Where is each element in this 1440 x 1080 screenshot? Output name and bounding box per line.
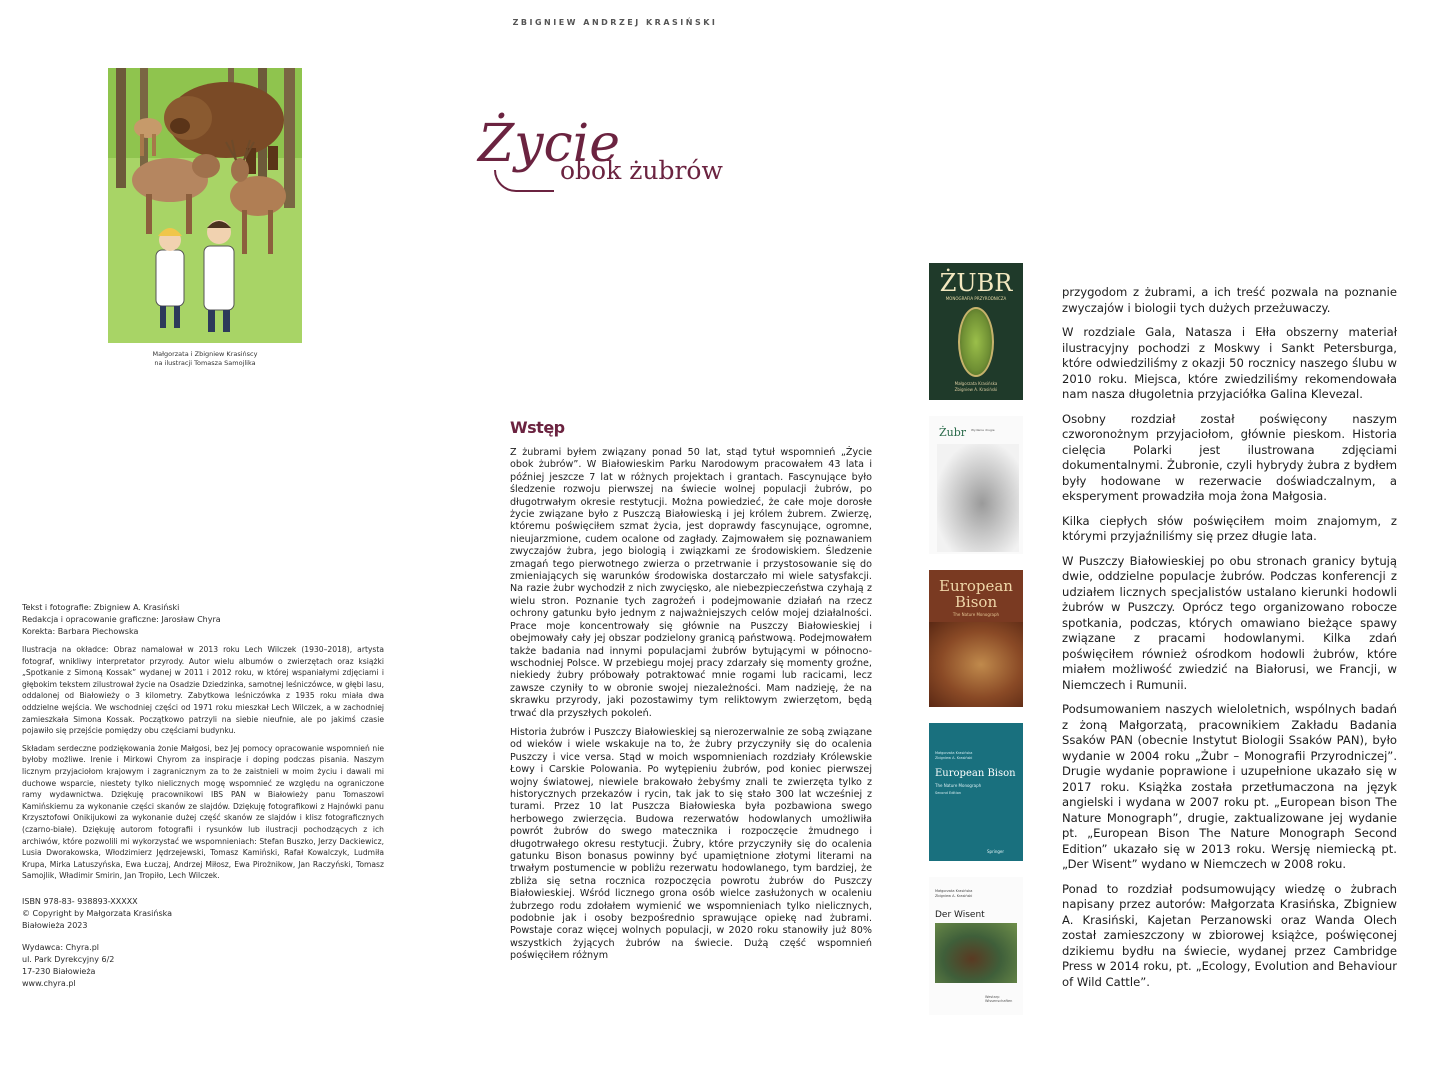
book-cover-zubr-monografia (929, 263, 1023, 400)
cover-title: European Bison (939, 577, 1013, 611)
publisher-name: Wydawca: Chyra.pl (22, 942, 99, 952)
cover-authors (935, 751, 972, 761)
cover-subtitle: The Nature Monograph (952, 612, 1000, 617)
book-title (478, 110, 738, 200)
right-column (1062, 285, 1397, 999)
right-paragraph-3: Osobny rozdział został poświęcony naszym czworonożnym przyjaciołom, głównie pieskom. Historia cielęcia Polarki jest ilustrowana zdjęciami dokumentalnymi. Żubronie, czyli hybrydy żubra z bydłem były hodowane w rezerwacie doświadczalnym, a eksperyment prowadziła moja żona Małgosia. (1062, 411, 1397, 503)
caption-line-2: na ilustracji Tomasza Samojlika (154, 359, 256, 367)
cover-subtitle: The Nature Monograph (935, 783, 982, 788)
cover-subtitle: MONOGRAFIA PRZYRODNICZA (945, 296, 1007, 301)
cover-title: European Bison (935, 768, 1016, 779)
intro-heading: Wstęp (510, 418, 565, 437)
right-paragraph-6: Podsumowaniem naszych wieloletnich, wspólnych badań z żoną Małgorzatą, pracownikiem Zakładu Badania Ssaków PAN (obecnie Instytut Biologii Ssaków PAN), było wydanie w 2004 roku „Żubr – Monografii Przyrodniczej”. Drugie wydanie poprawione i uzupełnione ukazało się w 2017 roku. Książka została przetłumaczona na język angielski i wydana w 2007 roku pt. „European bison The Nature Monograph”, drugie, zaktualizowane jej wydanie pt. „European Bison The Nature Monograph Second Edition” ukazało się w 2013 roku. Wersję niemiecką pt. „Der Wisent” wydano w Niemczech w 2008 roku. (1062, 702, 1397, 871)
caption-line-1: Małgorzata i Zbigniew Krasińscy (152, 350, 258, 358)
book-cover-der-wisent (929, 877, 1023, 1015)
illustration-caption (108, 350, 302, 368)
cover-edition: Second Edition (935, 791, 962, 795)
book-cover-european-bison-second-edition (929, 723, 1023, 861)
book-cover-european-bison (929, 570, 1023, 707)
credit-text: Tekst i fotografie: Zbigniew A. Krasiński (22, 603, 180, 612)
cover-title: ŻUBR (939, 269, 1013, 297)
credit-proofreading: Korekta: Barbara Piechowska (22, 627, 139, 636)
isbn-block (22, 896, 384, 932)
copyright: © Copyright by Małgorzata Krasińska (22, 908, 173, 918)
cartoon-illustration (108, 68, 302, 343)
cover-author-2: Zbigniew A. Krasiński (935, 756, 973, 760)
cover-publisher: Westarp Wissenschaften (985, 995, 1013, 1003)
cover-bison-oval-image (958, 307, 994, 377)
cover-title: Żubr (939, 426, 967, 439)
right-paragraph-2: W rozdziale Gala, Natasza i Ełła obszerny materiał ilustracyjny pochodzi z Moskwy i Sankt Petersburga, które odwiedziliśmy z okazji 50 rocznicy naszego ślubu w 2010 roku. Miejsca, które zwiedziliśmy rekomendowała nam nasza długoletnia przyjaciółka Galina Klevezal. (1062, 325, 1397, 401)
cover-bison-photo (929, 622, 1023, 707)
publisher-street: ul. Park Dyrekcyjny 6/2 (22, 954, 115, 964)
cover-author-1: Małgorzata Krasińska (935, 751, 973, 755)
cover-author-1: Małgorzata Krasińska (954, 381, 998, 386)
cover-note: Ilustracja na okładce: Obraz namalował w 2013 roku Lech Wilczek (1930–2018), artysta fotograf, wnikliwy interpretator przyrody. Autor wielu albumów o zwierzętach oraz książki „Spotkanie z Simoną Kossak” wydanej w 2011 i 2012 roku, w której wspaniałymi zdjęciami i głębokim tekstem zilustrował życie na Osadzie Dziedzinka, samotnej leśniczówce, w głębi lasu, oddalonej od Białowieży o 3 kilometry. Zabytkowa leśniczówka z 1935 roku miała dwa oddzielne wejścia. We wschodniej części od 1971 roku mieszkał Lech Wilczek, a w zachodniej zamieszkała Simona Kossak. Początkowo patrzyli na siebie nieufnie, ale po jakimś czasie pojawiło się przejście pomiędzy obu częściami budynku. (22, 645, 384, 736)
publisher-website[interactable]: www.chyra.pl (22, 978, 76, 988)
cover-author-1: Małgorzata Krasińska (935, 889, 973, 893)
publisher-city: 17-230 Białowieża (22, 966, 96, 976)
right-paragraph-1: przygodom z żubrami, a ich treść pozwala na poznanie zwyczajów i biologii tych dużych przeżuwaczy. (1062, 285, 1397, 315)
publisher-block (22, 942, 384, 990)
title-rest: obok żubrów (560, 156, 723, 185)
cover-publisher: Springer (987, 849, 1005, 854)
right-paragraph-7: Ponad to rozdział podsumowujący wiedzę o żubrach napisany przez autorów: Małgorzata Krasińska, Zbigniew A. Krasiński, Kajetan Perzanowski oraz Wanda Olech został zamieszczony w zbiorowej książce, poświęconej dzikiemu bydłu na świecie, wydanej przez Cambridge Press w 2014 roku, pt. „Ecology, Evolution and Behaviour of Wild Cattle”. (1062, 881, 1397, 989)
cover-author-2: Zbigniew A. Krasiński (954, 387, 998, 392)
cover-bison-photo (935, 923, 1017, 983)
isbn: ISBN 978-83- 938893-XXXXX (22, 896, 138, 906)
title-first-word: Życie (478, 114, 621, 174)
book-cover-zubr-sketch (929, 416, 1023, 554)
cover-bison-sketch-image (937, 444, 1019, 552)
acknowledgements: Składam serdeczne podziękowania żonie Małgosi, bez Jej pomocy opracowanie wspomnień nie byłoby możliwe. Irenie i Mirkowi Chyrom za inspiracje i doping podczas pisania. Naszym licznym przyjaciołom krajowym i zagranicznym za to że zaistnieli w moim życiu i dawali mi duchowe wsparcie, niestety tylko nielicznych mogę wspomnieć ze względu na ograniczone ramy wydawnictwa. Dziękuję pracownikowi IBS PAN w Białowieży panu Tomaszowi Kamińskiemu za wykonanie części skanów ze slajdów. Dziękuję fotografikowi z Hajnówki panu Krzysztofowi Onikijukowi za wykonanie dużej część skanów ze slajdów i klisz fotograficznych (czarno-białe). Dziękuję autorom fotografii i rysunków lub ilustracji pochodzących z ich archiwów, które pozwolili mi wykorzystać we wspomnieniach: Stefan Buszko, Jerzy Dackiewicz, Lusia Dworakowska, Włodzimierz Jędrzejewski, Tomasz Kamiński, Rafał Kowalczyk, Ludmiła Krupa, Mirka Latuszyńska, Ewa Łuczaj, Andrzej Miłosz, Ewa Pirożnikow, Jan Raczyński, Tomasz Samojlik, Władimir Smirin, Jan Tropiło, Lech Wilczek. (22, 743, 384, 881)
right-paragraph-4: Kilka ciepłych słów poświęciłem moim znajomym, z którymi przyjaźniliśmy się przez długie lata. (1062, 513, 1397, 543)
cover-authors (929, 381, 1023, 393)
intro-paragraph-2: Historia żubrów i Puszczy Białowieskiej są nierozerwalnie ze sobą związane od wieków i wiele wskakuje na to, że żubry przyczyniły się do ocalenia Puszczy i vice versa. Stąd w moich wspomnieniach rozdziały Królewskie Łowy i Carskie Polowania. Po wytępieniu żubrów, pod koniec pierwszej wojny światowej, niewiele brakowało żebyśmy znali te zwierzęta tylko z historycznych przekazów i rycin, tak jak to się stało 300 lat wcześniej z turami. Przez 10 lat Puszcza Białowieska była pozbawiona swego herbowego zwierzęcia. Budowa rezerwatów hodowlanych umożliwiła powrót żubrów do swego matecznika i rozpoczęcie żmudnego i długotrwałego okresu restytucji. Żubry, które przyczyniły się do ocalenia gatunku Bison bonasus powinny być upamiętnione złotymi literami na trwałym postumencie w pobliżu rezerwatu hodowlanego, tym bardziej, że zbliża się setna rocznica rozpoczęcia powrotu żubrów do Puszczy Białowieskiej. Wśród licznego grona osób wielce zasłużonych w ocaleniu żubrzego rodu zdołałem wymienić we wspomnieniach tylko nielicznych, podobnie jak i osoby bezpośrednio sprawujące opiekę nad żubrami. Powstaje coraz więcej wolnych populacji, w 2020 roku stanowiły już 80% wszystkich żyjących żubrów na świecie. Dużą część wspomnień poświęciłem różnym (510, 726, 872, 962)
running-header-author: ZBIGNIEW ANDRZEJ KRASIŃSKI (512, 18, 718, 27)
place-year: Białowieża 2023 (22, 920, 88, 930)
cover-title: Der Wisent (935, 910, 985, 920)
intro-column (510, 447, 872, 970)
cover-author-2: Zbigniew A. Krasiński (935, 894, 973, 898)
cover-authors (935, 889, 972, 899)
credit-editor: Redakcja i opracowanie graficzne: Jarosław Chyra (22, 615, 221, 624)
imprint-column (22, 602, 384, 990)
cover-small-text: Wydanie drugie (971, 428, 995, 432)
right-paragraph-5: W Puszczy Białowieskiej po obu stronach granicy bytują dwie, oddzielne populacje żubrów. Podczas konferencji z udziałem licznych specjalistów ustalano kierunki hodowli żubrów w Puszczy. Oprócz tego organizowano robocze spotkania, podczas, których omawiano bieżące spawy związane z pracami hodowlanymi. Kilka zdań poświęciłem również ośrodkom hodowli żubrów, które miałem możliwość zwiedzić na Białorusi, we Francji, w Niemczech i Rumunii. (1062, 553, 1397, 692)
intro-paragraph-1: Z żubrami byłem związany ponad 50 lat, stąd tytuł wspomnień „Życie obok żubrów”. W Białowieskim Parku Narodowym pracowałem 43 lata i później jeszcze 7 lat w różnych projektach i grantach. Fascynujące było śledzenie rozwoju pierwszej na świecie wolnej populacji żubrów, po długotrwałym okresie restytucji. Można powiedzieć, że całe moje dorosłe życie związane było z Puszczą Białowieską i jej królem żubrem. Zwierzę, któremu poświęciłem szmat życia, jest doprawdy fascynujące, ogromne, nieujarzmione, cudem ocalone od zagłady. Zajmowałem się poznawaniem zwyczajów żubra, jego biologią i związkami ze środowiskiem. Śledzenie zmagań tego pierwotnego zwierza o przetrwanie i przystosowanie się do zmieniających się warunków środowiska dostarczało mi wiele satysfakcji. Na razie żubr wychodził z nich zwycięsko, ale niebezpieczeństwa czyhają z wielu stron. Poznanie tych zagrożeń i podejmowanie działań na rzecz ochrony gatunku było jednym z najważniejszych celów mojej działalności. Prace moje koncentrowały się głównie na Puszczy Białowieskiej i obejmowały cały jej obszar podzielony granicą państwową. Podejmowałem także badania nad innymi populacjami żubrów bytującymi w północno-wschodniej Polsce. W przebiegu mojej pracy zdarzały się momenty groźne, niekiedy żubry próbowały potraktować mnie rogami lub racicami, lecz zawsze czyniły to w obronie swojej niezależności. Mam nadzieję, że na skrawku przyrody, jaki pozostawimy tym reliktowym zwierzętom, będą trwać dla przyszłych pokoleń. (510, 447, 872, 719)
